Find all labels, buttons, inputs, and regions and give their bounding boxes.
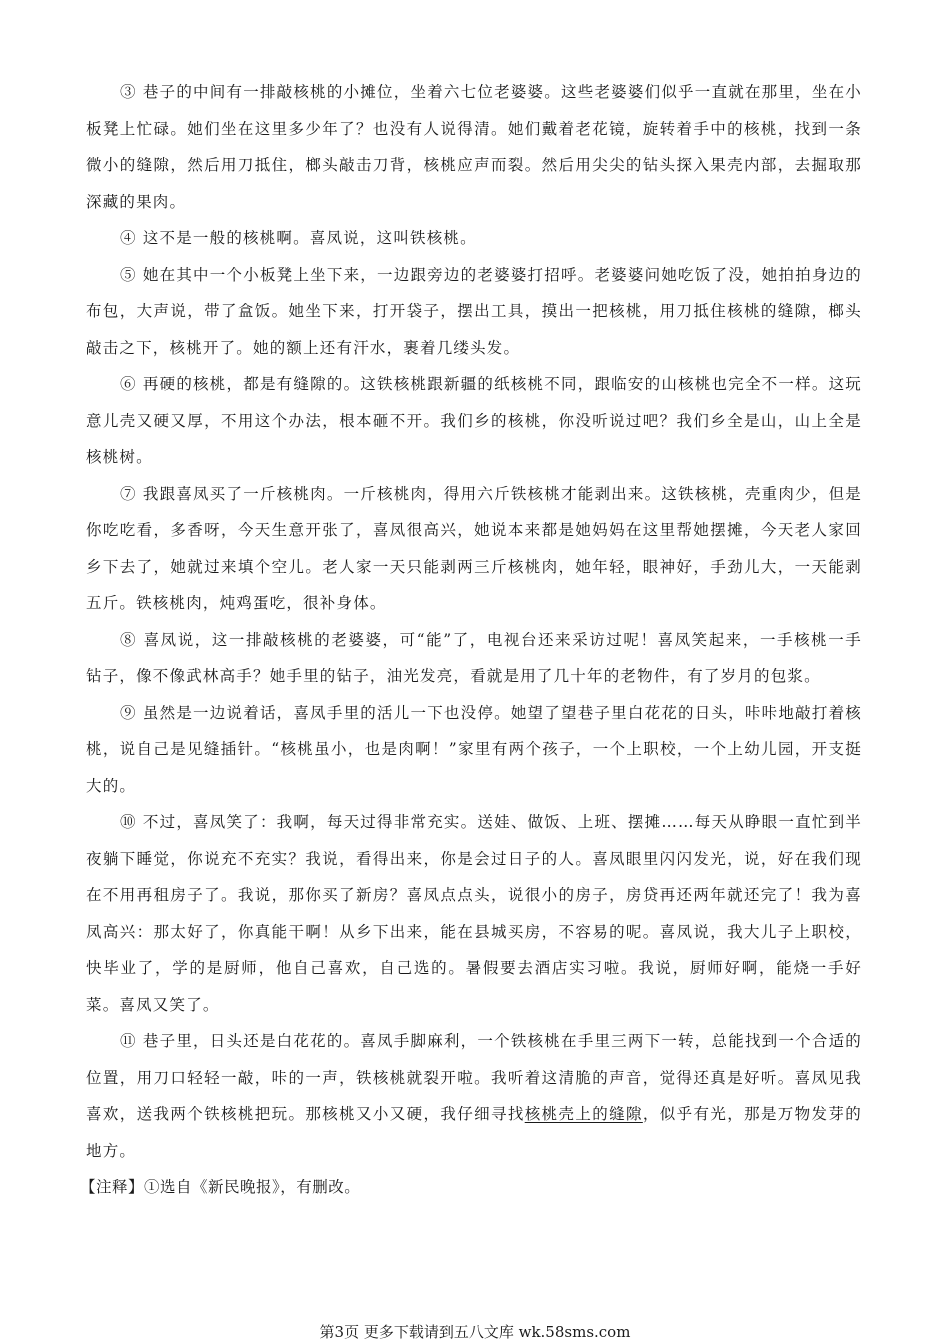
paragraph-number: ⑥ <box>120 375 137 393</box>
paragraph-number: ④ <box>120 229 137 247</box>
paragraph-number: ⑦ <box>120 484 137 503</box>
paragraph-text: 虽然是一边说着话，喜凤手里的活儿一下也没停。她望了望巷子里白花花的日头，咔咔地敲打着核桃，说自己是见缝插针。“核桃虽小，也是肉啊！”家里有两个孩子，一个上职校，一个上幼儿园，开支挺大的。 <box>86 703 863 795</box>
paragraph-7 <box>86 476 862 622</box>
paragraph-9 <box>86 695 862 805</box>
note-label: 【注释】 <box>80 1178 145 1196</box>
paragraph-text: 喜凤说，这一排敲核桃的老婆婆，可“能”了，电视台还来采访过呢！喜凤笑起来，一手核桃一手钻子，像不像武林高手？她手里的钻子，油光发亮，看就是用了几十年的老物件，有了岁月的包浆。 <box>86 630 862 685</box>
paragraph-text: 我跟喜凤买了一斤核桃肉。一斤核桃肉，得用六斤铁核桃才能剥出来。这铁核桃，壳重肉少，但是你吃吃看，多香呀，今天生意开张了，喜凤很高兴，她说本来都是她妈妈在这里帮她摆摊，今天老人家回乡下去了，她就过来填个空儿。老人家一天只能剥两三斤核桃肉，她年轻，眼神好，手劲儿大，一天能剥五斤。铁核桃肉，炖鸡蛋吃，很补身体。 <box>86 484 863 612</box>
paragraph-number: ⑩ <box>120 813 137 831</box>
note-text: ①选自《新民晚报》，有删改。 <box>144 1178 361 1196</box>
paragraph-number: ③ <box>120 83 137 101</box>
paragraph-5 <box>86 257 862 367</box>
paragraph-4 <box>86 220 862 257</box>
paragraph-text: 这不是一般的核桃啊。喜凤说，这叫铁核桃。 <box>136 229 477 247</box>
paragraph-10 <box>86 804 862 1023</box>
paragraph-text: 不过，喜凤笑了：我啊，每天过得非常充实。送娃、做饭、上班、摆摊……每天从睁眼一直忙到半夜躺下睡觉，你说充不充实？我说，看得出来，你是会过日子的人。喜凤眼里闪闪发光，说，好在我们现在不用再租房子了。我说，那你买了新房？喜凤点点头，说很小的房子，房贷再还两年就还完了！我为喜凤高兴：那太好了，你真能干啊！从乡下出来，能在县城买房，不容易的呢。喜凤说，我大儿子上职校，快毕业了，学的是厨师，他自己喜欢，自己选的。暑假要去酒店实习啦。我说，厨师好啊，能烧一手好菜。喜凤又笑了。 <box>86 813 863 1014</box>
paragraph-text: 再硬的核桃，都是有缝隙的。这铁核桃跟新疆的纸核桃不同，跟临安的山核桃也完全不一样。这玩意儿壳又硬又厚，不用这个办法，根本砸不开。我们乡的核桃，你没听说过吧？我们乡全是山，山上全是核桃树。 <box>86 375 863 466</box>
paragraph-number: ⑪ <box>120 1032 137 1050</box>
paragraph-text: 她在其中一个小板凳上坐下来，一边跟旁边的老婆婆打招呼。老婆婆问她吃饭了没，她拍拍身边的布包，大声说，带了盒饭。她坐下来，打开袋子，摆出工具，摸出一把核桃，用刀抵住核桃的缝隙，榔头敲击之下，核桃开了。她的额上还有汗水，裹着几缕头发。 <box>86 265 863 357</box>
article-body <box>80 74 863 1205</box>
underlined-phrase: 核桃壳上的缝隙 <box>524 1105 643 1123</box>
paragraph-text: 巷子的中间有一排敲核桃的小摊位，坐着六七位老婆婆。这些老婆婆们似乎一直就在那里，坐在小板凳上忙碌。她们坐在这里多少年了？也没有人说得清。她们戴着老花镜，旋转着手中的核桃，找到一条微小的缝隙，然后用刀抵住，榔头敲击刀背，核桃应声而裂。然后用尖尖的钻头探入果壳内部，去掘取那深藏的果肉。 <box>86 83 863 211</box>
paragraph-6 <box>86 366 862 476</box>
page-footer: 第3页 更多下载请到五八文库 wk.58sms.com <box>319 1323 631 1341</box>
paragraph-11 <box>86 1023 862 1169</box>
paragraph-text: 巷子里，日头还是白花花的。喜凤手脚麻利，一个铁核桃在手里三两下一转，总能找到一个合适的位置，用刀口轻轻一敲，咔的一声，铁核桃就裂开啦。我听着这清脆的声音，觉得还真是好听。喜凤见我喜欢，送我两个铁核桃把玩。那核桃又小又硬，我仔细寻找 <box>86 1032 863 1123</box>
paragraph-text-end: ，似乎有光，那是万物发芽的地方。 <box>86 1105 863 1160</box>
paragraph-8 <box>86 622 862 695</box>
paragraph-3 <box>86 74 862 220</box>
paragraph-number: ⑤ <box>120 265 137 284</box>
paragraph-number: ⑧ <box>120 630 138 649</box>
annotation-note <box>80 1169 862 1205</box>
paragraph-number: ⑨ <box>120 703 137 722</box>
